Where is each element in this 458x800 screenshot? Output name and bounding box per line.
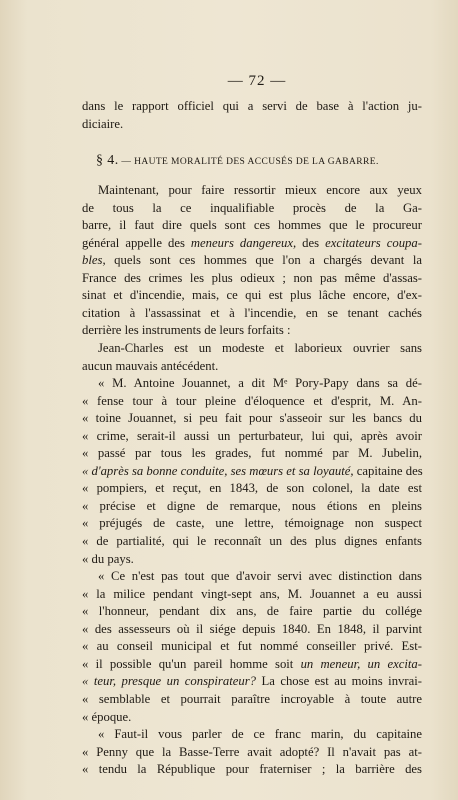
text-span: La chose est au moins invrai- (256, 674, 422, 689)
text-line: « précise et digne de remarque, nous étions en pleins (82, 498, 422, 513)
intro-line-2: diciaire. (82, 116, 124, 131)
italic-span: « teur, presque un conspirateur? (82, 674, 256, 689)
text-line (82, 463, 422, 481)
text-line: « M. Antoine Jouannet, a dit Mᵉ Pory-Papy dans sa dé- (98, 376, 422, 391)
text-line: France des crimes les plus odieux ; non pas même d'assas- (82, 270, 422, 285)
text-line: « des assesseurs où il siége depuis 1840. En 1848, il parvint (82, 621, 422, 636)
text-line: aucun mauvais antécédent. (82, 358, 219, 373)
paragraph-3 (82, 375, 422, 568)
text-line (82, 656, 422, 674)
intro-line-1: dans le rapport officiel qui a servi de base à l'action ju- (82, 99, 422, 113)
text-line (82, 235, 422, 253)
text-line: de tous la ce inqualifiable procès de la Ga- (82, 200, 422, 215)
text-line: barre, il faut dire quels sont ces hommes que le procureur (82, 218, 422, 233)
text-line: « la milice pendant vingt-sept ans, M. Jouannet a eu aussi (82, 586, 422, 601)
text-line: « crime, serait-il aussi un perturbateur, lui qui, après avoir (82, 428, 422, 443)
text-line: « toine Jouannet, si peu fait pour s'asseoir sur les bancs du (82, 411, 422, 426)
section-number: § 4. (96, 153, 119, 169)
text-span: « il possible qu'un pareil homme soit (82, 656, 294, 671)
text-line: « de partialité, qui le reconnaît un des plus dignes enfants (82, 534, 422, 549)
text-span: des (296, 235, 326, 250)
text-line: « fense tour à tour pleine d'éloquence et d'esprit, M. An- (82, 393, 422, 408)
italic-span: bles, (82, 253, 106, 268)
italic-span: « d'après sa bonne conduite, ses mœurs et sa loyauté, (82, 463, 354, 478)
text-line: « Faut-il vous parler de ce franc marin, du capitaine (98, 727, 422, 742)
text-span: capitaine des (356, 463, 423, 478)
text-line: « pompiers, et reçut, en 1843, de son colonel, la date est (82, 481, 422, 496)
text-line: « passé par tous les grades, fut nommé par M. Jubelin, (82, 446, 422, 461)
text-line (82, 252, 422, 270)
text-line: « l'honneur, pendant dix ans, de faire partie du collége (82, 604, 422, 619)
text-line (82, 673, 422, 691)
text-line: « au conseil municipal et fut nommé conseiller privé. Est- (82, 639, 422, 654)
paragraph-2 (82, 340, 422, 375)
text-line: Jean-Charles est un modeste et laborieux ouvrier sans (98, 341, 422, 356)
text-span: général appelle des (82, 235, 191, 250)
text-line: « semblable et pourrait paraître incroyable à toute autre (82, 691, 422, 706)
section-title: — HAUTE MORALITÉ DES ACCUSÉS DE LA GABARRE. (121, 157, 379, 168)
paragraph-4 (82, 568, 422, 726)
italic-span: meneurs dangereux, (190, 235, 297, 250)
section-heading (82, 152, 422, 170)
text-line: « époque. (82, 709, 132, 724)
page-number: — 72 — (227, 73, 287, 89)
text-line: sinat et d'incendie, mais, ce qui est plus lâche encore, d'ex- (82, 288, 422, 303)
italic-span: un meneur, un excita- (293, 656, 422, 671)
text-span: quels sont ces hommes que l'on a chargés devant la (105, 253, 422, 268)
italic-span: excitateurs coupa- (325, 235, 422, 250)
text-line: citation à l'assassinat et à l'incendie, en se tenant cachés (82, 305, 422, 320)
text-line: « du pays. (82, 551, 134, 566)
text-line: « Penny que la Basse-Terre avait adopté? Il n'avait pas at- (82, 744, 422, 759)
text-line: « tendu la République pour fraterniser ; la barrière des (82, 762, 422, 777)
text-line: Maintenant, pour faire ressortir mieux encore aux yeux (98, 183, 422, 198)
paragraph-5 (82, 726, 422, 779)
text-line: « Ce n'est pas tout que d'avoir servi avec distinction dans (98, 569, 422, 584)
text-line: derrière les instruments de leurs forfaits : (82, 323, 291, 338)
paragraph-1 (82, 182, 422, 340)
text-line: « préjugés de caste, une lettre, témoignage non suspect (82, 516, 422, 531)
